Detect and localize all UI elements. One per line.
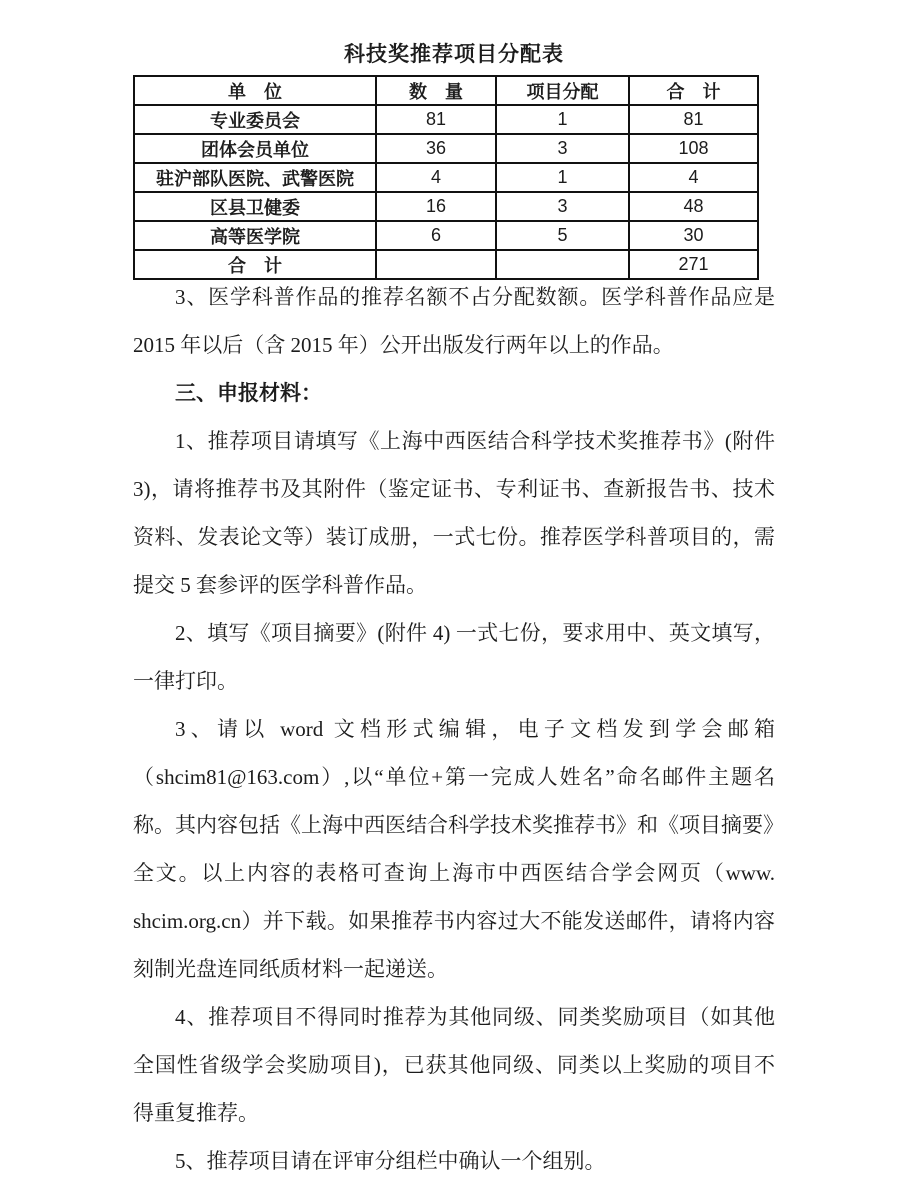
paragraph-recommendation-book — [133, 417, 775, 609]
cell-unit: 高等医学院 — [134, 221, 376, 250]
text-line: 称。其内容包括《上海中西医结合科学技术奖推荐书》和《项目摘要》 — [133, 813, 784, 837]
paragraph-popular-science-quota — [133, 273, 775, 369]
column-header-total: 合 计 — [629, 76, 758, 105]
cell-unit: 驻沪部队医院、武警医院 — [134, 163, 376, 192]
cell-quantity: 16 — [376, 192, 496, 221]
table-row — [134, 163, 758, 192]
document-body — [133, 273, 784, 1185]
column-header-allocation: 项目分配 — [496, 76, 629, 105]
table-row — [134, 134, 758, 163]
cell-total: 81 — [629, 105, 758, 134]
text-line: 2015 年以后（含 2015 年）公开出版发行两年以上的作品。 — [133, 333, 674, 357]
cell-total: 30 — [629, 221, 758, 250]
cell-allocation: 1 — [496, 105, 629, 134]
cell-unit: 团体会员单位 — [134, 134, 376, 163]
section-heading: 三、申报材料： — [175, 381, 322, 405]
table-row — [134, 192, 758, 221]
cell-allocation: 1 — [496, 163, 629, 192]
text-line: 资料、发表论文等）装订成册，一式七份。推荐医学科普项目的，需 — [133, 525, 775, 549]
allocation-table — [133, 75, 759, 280]
text-line: 2、填写《项目摘要》(附件 4) 一式七份，要求用中、英文填写， — [175, 621, 775, 645]
text-line: 3、请以 word 文档形式编辑，电子文档发到学会邮箱 — [175, 717, 775, 741]
cell-allocation: 3 — [496, 192, 629, 221]
table-row — [134, 105, 758, 134]
cell-quantity: 4 — [376, 163, 496, 192]
text-line: 3、医学科普作品的推荐名额不占分配数额。医学科普作品应是 — [175, 285, 775, 309]
paragraph-review-group — [133, 1137, 775, 1185]
cell-unit: 专业委员会 — [134, 105, 376, 134]
text-line: 1、推荐项目请填写《上海中西医结合科学技术奖推荐书》(附件 — [175, 429, 775, 453]
table-row — [134, 221, 758, 250]
cell-total: 4 — [629, 163, 758, 192]
cell-unit: 区县卫健委 — [134, 192, 376, 221]
text-line: 4、推荐项目不得同时推荐为其他同级、同类奖励项目（如其他 — [175, 1005, 775, 1029]
cell-quantity: 36 — [376, 134, 496, 163]
cell-total: 271 — [629, 250, 758, 279]
paragraph-project-summary — [133, 609, 775, 705]
cell-total: 108 — [629, 134, 758, 163]
column-header-quantity: 数 量 — [376, 76, 496, 105]
text-line: 全文。以上内容的表格可查询上海市中西医结合学会网页（www. — [133, 861, 775, 885]
text-line: shcim.org.cn）并下载。如果推荐书内容过大不能发送邮件，请将内容 — [133, 909, 775, 933]
cell-quantity: 81 — [376, 105, 496, 134]
cell-total: 48 — [629, 192, 758, 221]
section-heading-application-materials — [133, 369, 775, 417]
paragraph-word-document-email — [133, 705, 784, 993]
text-line: 一律打印。 — [133, 669, 238, 693]
cell-unit: 合 计 — [134, 250, 376, 279]
cell-allocation: 3 — [496, 134, 629, 163]
paragraph-no-duplicate-awards — [133, 993, 775, 1137]
table-header-row — [134, 76, 758, 105]
text-line: 得重复推荐。 — [133, 1101, 259, 1125]
cell-quantity: 6 — [376, 221, 496, 250]
text-line: 提交 5 套参评的医学科普作品。 — [133, 573, 427, 597]
text-line: （shcim81@163.com）,以“单位+第一完成人姓名”命名邮件主题名 — [133, 765, 775, 789]
text-line: 刻制光盘连同纸质材料一起递送。 — [133, 957, 448, 981]
text-line: 5、推荐项目请在评审分组栏中确认一个组别。 — [175, 1149, 606, 1173]
text-line: 全国性省级学会奖励项目)，已获其他同级、同类以上奖励的项目不 — [133, 1053, 775, 1077]
cell-allocation: 5 — [496, 221, 629, 250]
column-header-unit: 单 位 — [134, 76, 376, 105]
text-line: 3)，请将推荐书及其附件（鉴定证书、专利证书、查新报告书、技术 — [133, 477, 775, 501]
page-title: 科技奖推荐项目分配表 — [344, 42, 564, 66]
